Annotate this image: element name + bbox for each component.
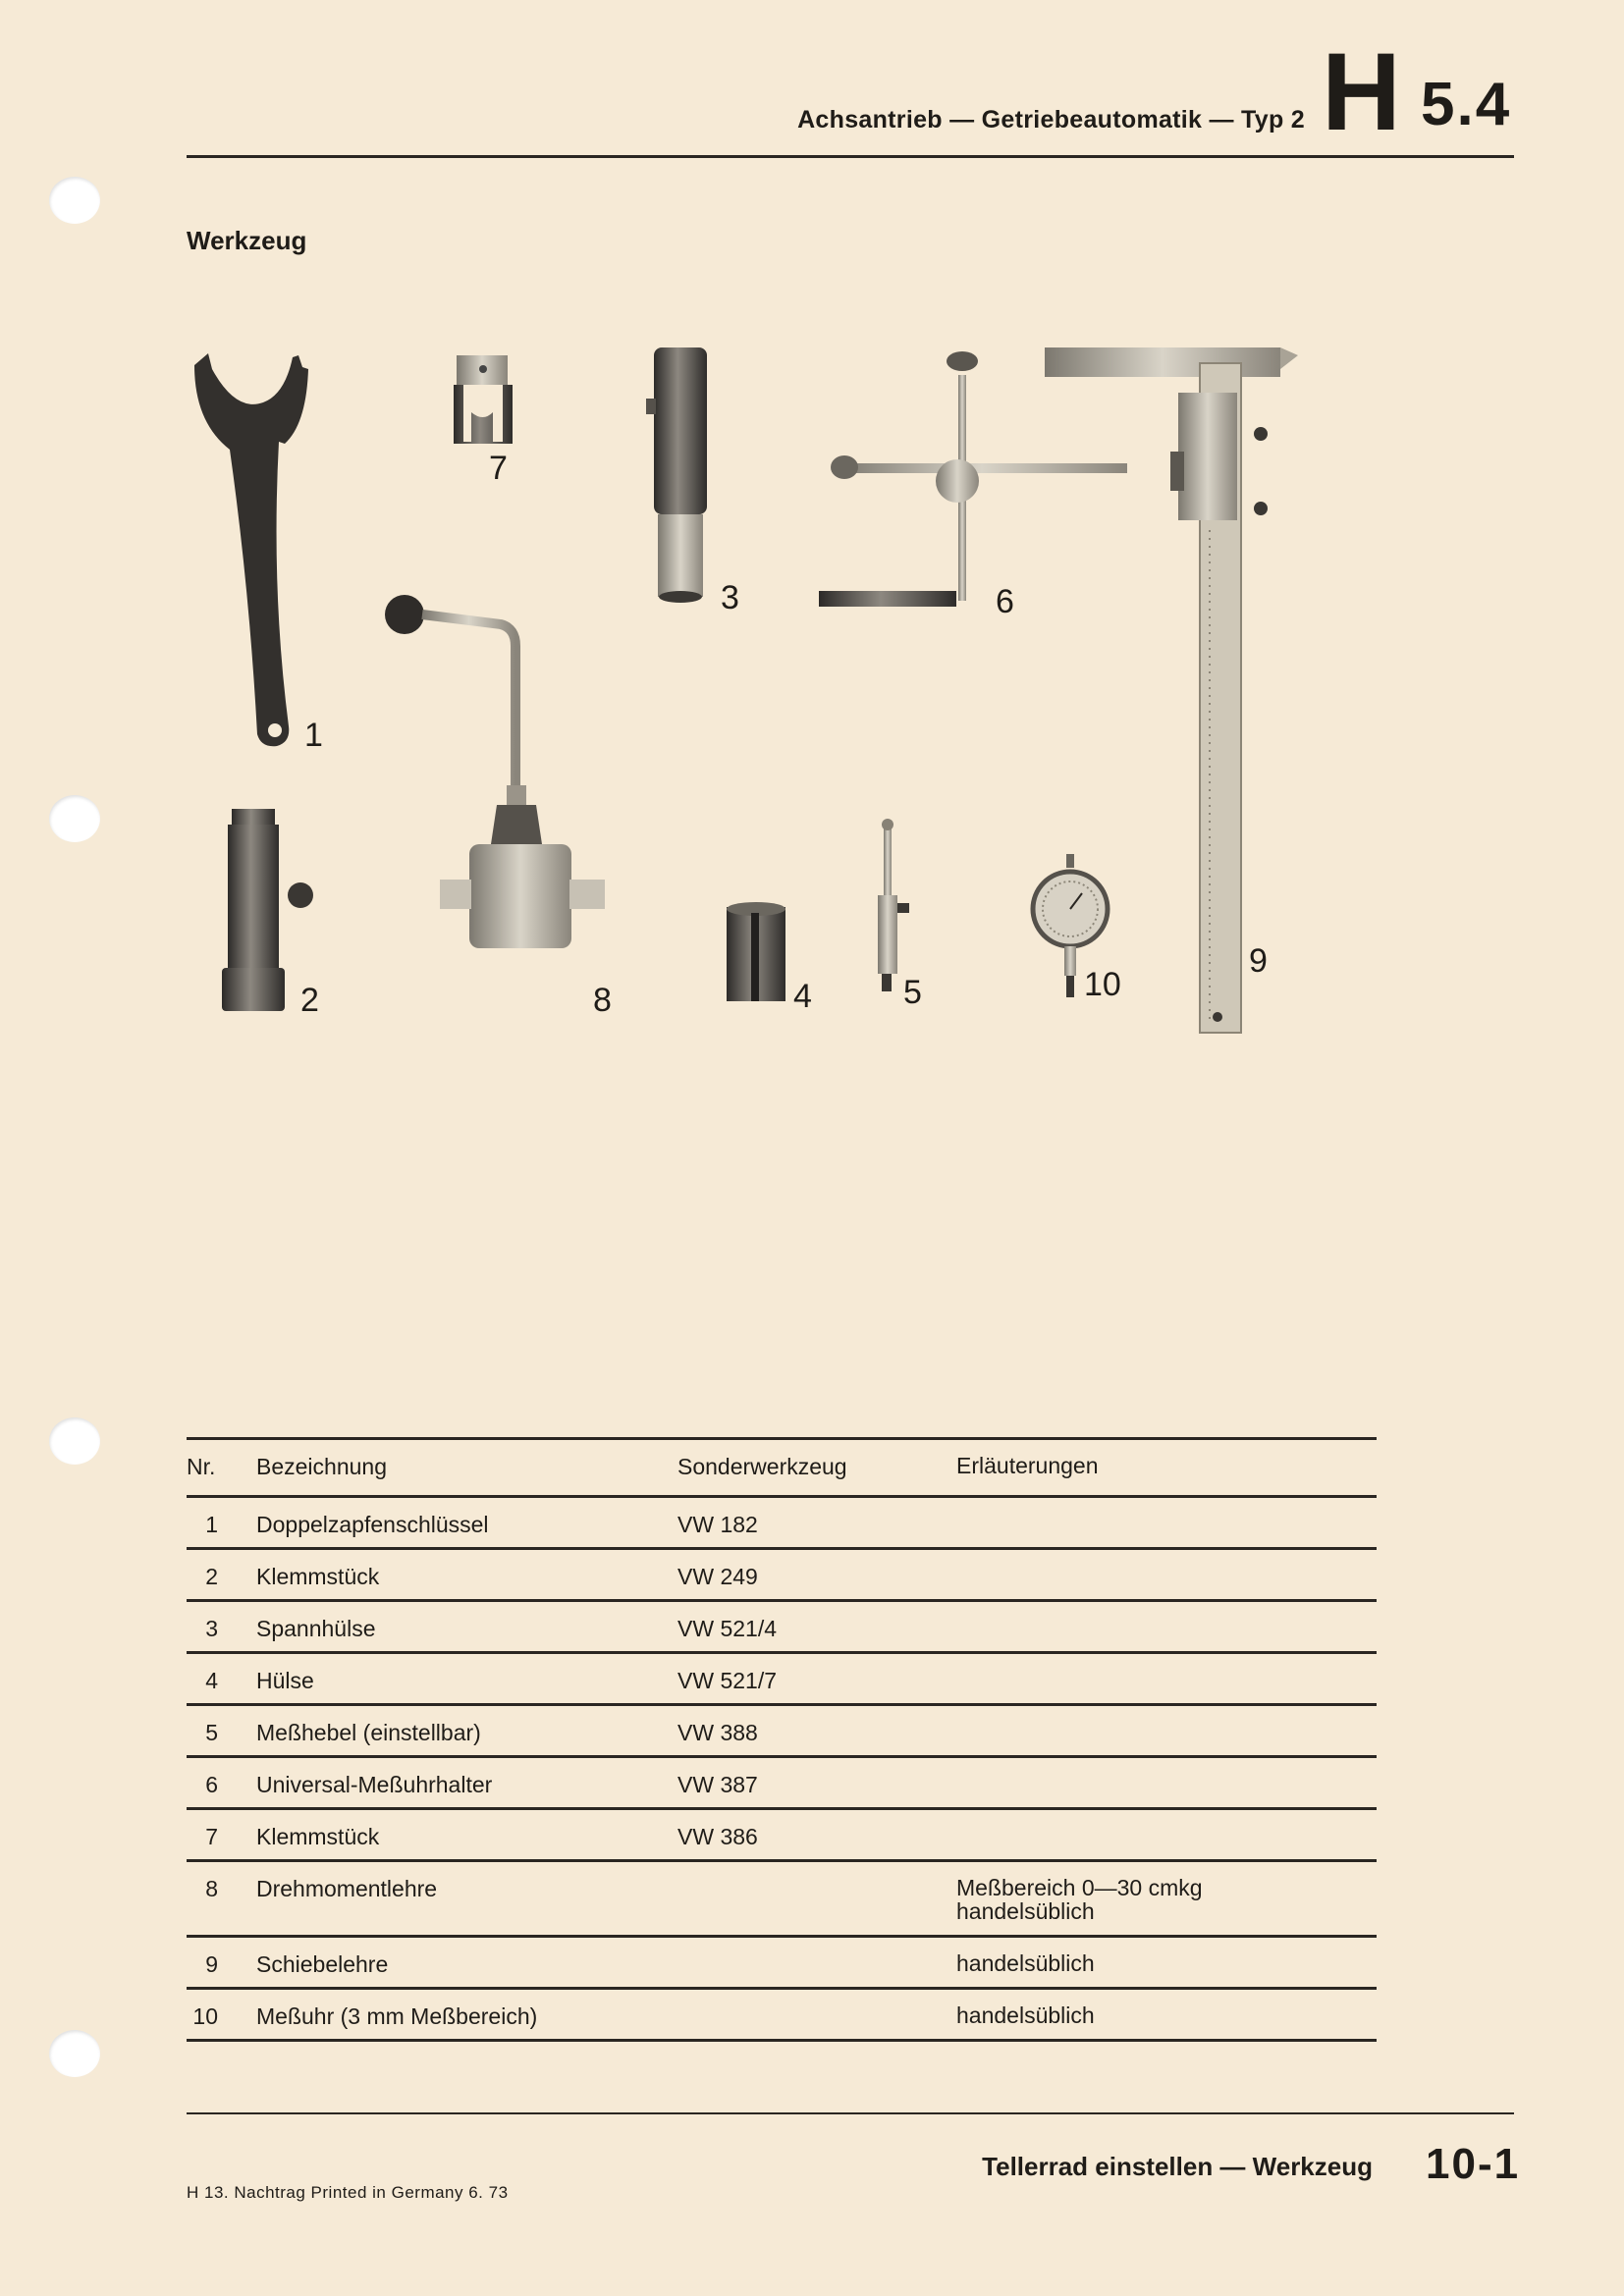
row-note: handelsüblich [956,2002,1095,2028]
row-name: Meßhebel (einstellbar) [256,1720,481,1745]
table-row [187,1654,1377,1706]
figure-label-8: 8 [593,982,612,1019]
header-rule [187,155,1514,158]
row-tool: VW 388 [677,1720,758,1745]
row-nr: 3 [205,1616,218,1641]
tool-8-torque-gauge [385,595,605,948]
table-row [187,1862,1377,1938]
row-nr: 6 [205,1772,218,1797]
section-letter: H [1322,30,1399,153]
row-note: handelsüblich [956,1950,1095,1976]
row-note-line-2: handelsüblich [956,1898,1095,1924]
figure-label-5: 5 [903,974,922,1011]
table-row [187,1758,1377,1810]
table-row [187,1602,1377,1654]
row-nr: 9 [205,1951,218,1977]
row-tool: VW 387 [677,1772,758,1797]
tools-figure [177,334,1335,1041]
row-nr: 8 [205,1876,218,1901]
header-title: Achsantrieb — Getriebeautomatik — Typ 2 [797,106,1305,133]
figure-label-7: 7 [489,450,508,487]
row-name: Klemmstück [256,1824,380,1849]
figure-label-10: 10 [1084,966,1121,1003]
row-name: Doppelzapfenschlüssel [256,1512,489,1537]
row-note: Meßbereich 0—30 cmkg [956,1875,1203,1900]
table-row [187,1706,1377,1758]
row-nr: 7 [205,1824,218,1849]
header-name: Bezeichnung [256,1454,387,1479]
table-row [187,1810,1377,1862]
row-nr: 4 [205,1668,218,1693]
header-note: Erläuterungen [956,1453,1099,1478]
punch-hole [49,177,100,224]
tool-1-spanner [194,353,308,746]
page-number: 10-1 [1426,2140,1521,2188]
row-name: Universal-Meßuhrhalter [256,1772,493,1797]
tool-7-clamp [454,355,513,444]
figure-label-2: 2 [300,982,319,1019]
punch-hole [49,1417,100,1465]
row-tool: VW 521/7 [677,1668,777,1693]
row-name: Drehmomentlehre [256,1876,438,1901]
section-title: Werkzeug [187,226,307,255]
figure-label-1: 1 [304,717,323,754]
row-name: Hülse [256,1668,314,1693]
figure-label-6: 6 [996,583,1014,620]
header-tool: Sonderwerkzeug [677,1454,847,1479]
row-name: Meßuhr (3 mm Meßbereich) [256,2003,538,2029]
row-tool: VW 249 [677,1564,758,1589]
row-nr: 2 [205,1564,218,1589]
row-name: Schiebelehre [256,1951,389,1977]
punch-hole [49,2030,100,2077]
figure-label-9: 9 [1249,942,1268,980]
footer-title: Tellerrad einstellen — Werkzeug [982,2152,1373,2181]
row-tool: VW 521/4 [677,1616,777,1641]
row-tool: VW 386 [677,1824,758,1849]
figure-label-4: 4 [793,978,812,1015]
tool-6-holder [819,351,1127,607]
table-header [187,1437,1377,1498]
tool-3-sleeve [646,347,707,603]
tool-4-sleeve [727,902,785,1001]
row-name: Klemmstück [256,1564,380,1589]
table-row [187,1550,1377,1602]
header-nr: Nr. [187,1454,216,1479]
figure-label-3: 3 [721,579,739,616]
table-row [187,1938,1377,1990]
table-row [187,1498,1377,1550]
row-name: Spannhülse [256,1616,376,1641]
section-number: 5.4 [1421,71,1512,138]
table-row [187,1990,1377,2042]
row-nr: 10 [192,2003,218,2029]
row-nr: 5 [205,1720,218,1745]
tools-table [187,1437,1377,2042]
punch-hole [49,795,100,842]
footer-imprint: H 13. Nachtrag Printed in Germany 6. 73 [187,2183,509,2202]
row-nr: 1 [205,1512,218,1537]
row-tool: VW 182 [677,1512,758,1537]
tool-5-lever [878,819,909,991]
footer-rule [187,2112,1514,2114]
